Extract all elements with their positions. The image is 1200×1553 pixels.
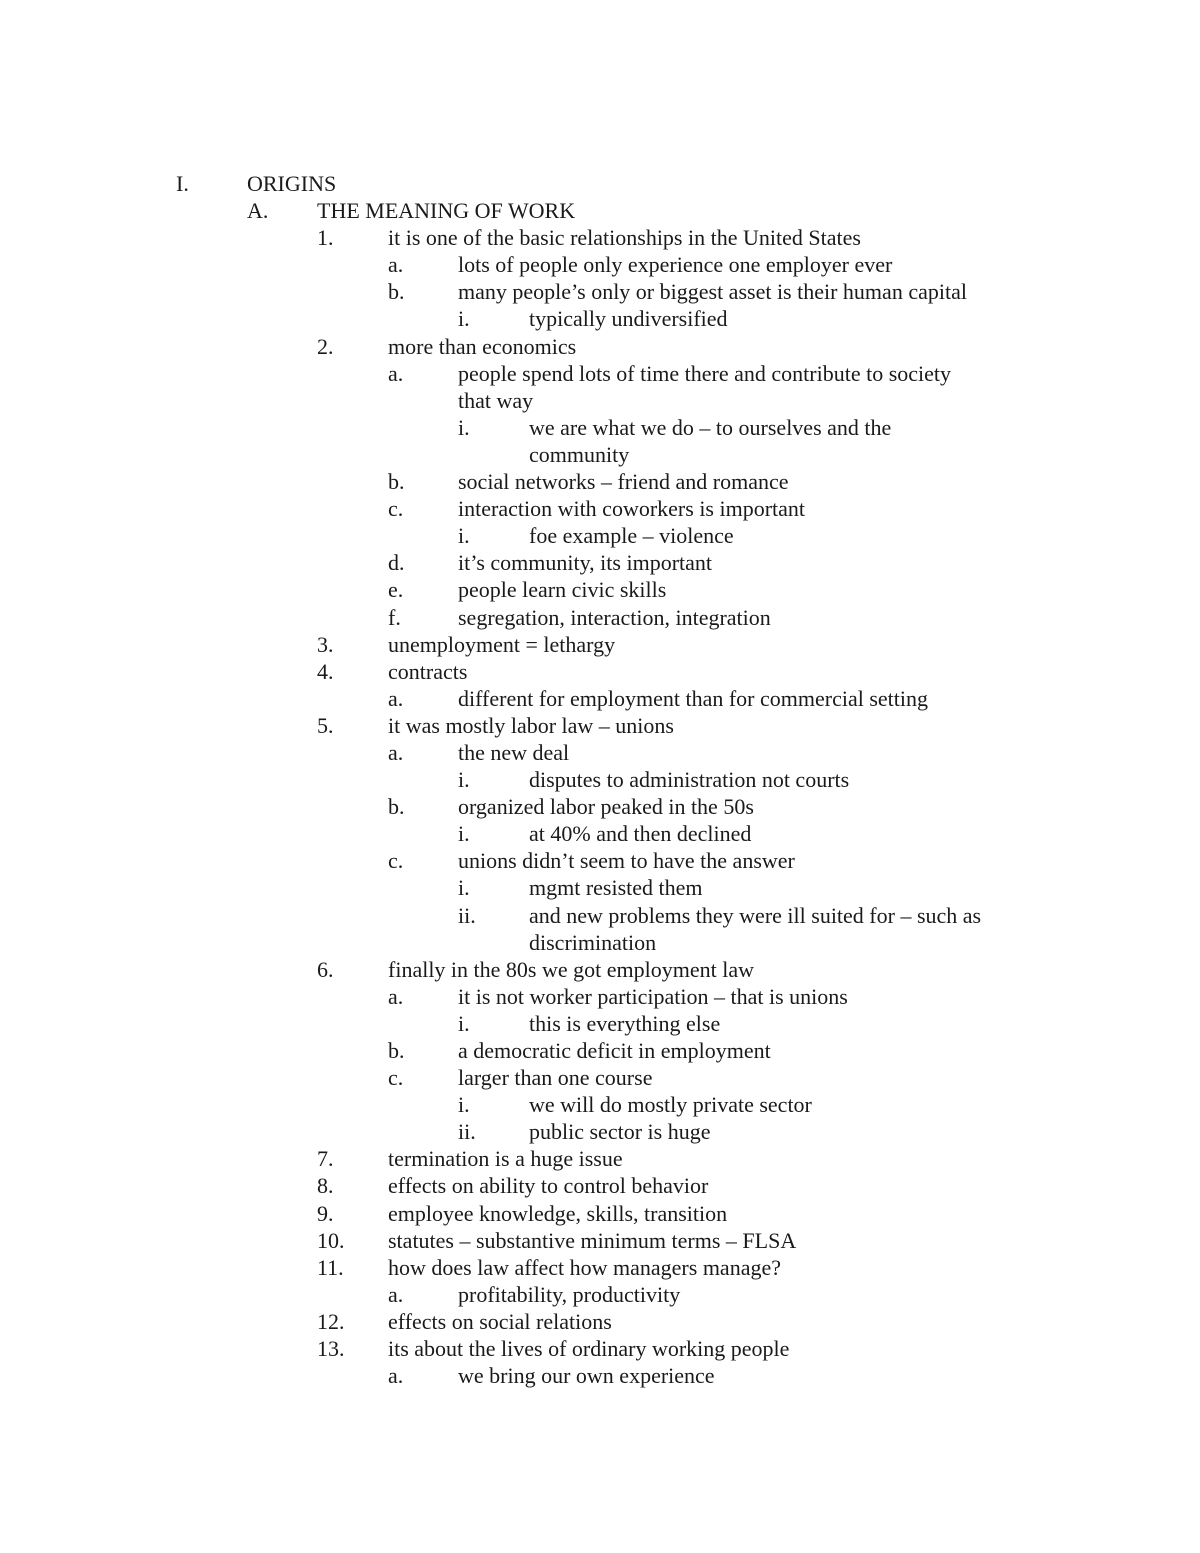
outline-text: effects on ability to control behavior [388,1173,709,1199]
outline-line [0,549,1200,576]
outline-marker: c. [388,1065,404,1091]
outline-marker: i. [458,1092,470,1118]
outline-marker: ii. [458,902,476,928]
outline-marker: e. [388,577,404,603]
outline-marker: 5. [317,712,334,738]
outline-marker: a. [388,739,404,765]
outline-line [0,1281,1200,1308]
outline-marker: a. [388,1281,404,1307]
outline-line [0,1200,1200,1227]
outline-line [0,251,1200,278]
outline-text: mgmt resisted them [529,875,703,901]
outline-line [0,197,1200,224]
outline-text: unions didn’t seem to have the answer [458,848,795,874]
outline-text: discrimination [529,929,657,955]
outline-line [0,1064,1200,1091]
outline-text: statutes – substantive minimum terms – FLSA [388,1227,797,1253]
outline-marker: A. [247,198,269,224]
outline-text: employee knowledge, skills, transition [388,1200,728,1226]
outline-line [0,441,1200,468]
outline-line [0,1010,1200,1037]
outline-line [0,1091,1200,1118]
outline-text: we bring our own experience [458,1363,715,1389]
outline-marker: 2. [317,333,334,359]
outline-marker: b. [388,1038,405,1063]
outline-marker: I. [176,171,189,196]
outline-text: public sector is huge [529,1119,711,1145]
outline-marker: a. [388,1363,404,1389]
outline-marker: 9. [317,1200,334,1226]
outline-marker: a. [388,360,404,386]
outline-marker: 11. [317,1254,344,1280]
outline-marker: b. [388,794,405,820]
outline-text: lots of people only experience one employer ever [458,252,893,278]
outline-text: this is everything else [529,1010,721,1036]
outline-marker: a. [388,983,404,1009]
outline-line [0,604,1200,631]
outline-line [0,1037,1200,1064]
outline-marker: 13. [317,1336,345,1362]
outline-text: different for employment than for commercial setting [458,685,928,711]
outline-marker: b. [388,279,405,305]
outline-line [0,1227,1200,1254]
outline-line [0,278,1200,305]
outline-text: interaction with coworkers is important [458,496,806,522]
outline-marker: i. [458,414,470,440]
outline-text: how does law affect how managers manage? [388,1254,781,1280]
outline-line [0,1172,1200,1199]
outline-text: finally in the 80s we got employment law [388,956,754,982]
outline-line [0,576,1200,603]
outline-line [0,1308,1200,1335]
outline-line [0,414,1200,441]
outline-text: organized labor peaked in the 50s [458,794,754,820]
outline-text: more than economics [388,333,577,359]
outline-marker: 3. [317,631,334,657]
outline-text: foe example – violence [529,523,734,549]
outline-text: people learn civic skills [458,577,667,603]
outline-marker: 6. [317,956,334,982]
outline-text: community [529,441,630,467]
outline-line [0,170,1200,197]
outline-text: a democratic deficit in employment [458,1038,771,1063]
outline-line [0,631,1200,658]
outline-text: larger than one course [458,1065,653,1091]
outline-text: many people’s only or biggest asset is their human capital [458,279,967,305]
outline-text: it is not worker participation – that is unions [458,983,848,1009]
outline-line [0,847,1200,874]
outline-line [0,929,1200,956]
outline-marker: c. [388,496,404,522]
outline-marker: b. [388,469,405,495]
outline-line [0,902,1200,929]
outline-marker: 10. [317,1227,345,1253]
outline-line [0,1145,1200,1172]
outline-line [0,1254,1200,1281]
outline-text: it was mostly labor law – unions [388,712,674,738]
outline-line [0,766,1200,793]
outline-text: typically undiversified [529,306,728,332]
outline-text: profitability, productivity [458,1281,681,1307]
outline-marker: ii. [458,1119,476,1145]
outline-text: that way [458,387,534,413]
outline-line [0,468,1200,495]
outline-text: and new problems they were ill suited for – such as [529,902,982,928]
outline-text: effects on social relations [388,1308,612,1334]
outline-marker: 8. [317,1173,334,1199]
outline-line [0,983,1200,1010]
outline-line [0,360,1200,387]
outline-text: segregation, interaction, integration [458,604,771,630]
outline-marker: d. [388,550,405,576]
outline-line [0,1362,1200,1389]
outline-line [0,712,1200,739]
outline-marker: i. [458,875,470,901]
outline-marker: c. [388,848,404,874]
outline-text: ORIGINS [247,171,337,196]
outline-text: the new deal [458,739,570,765]
outline-marker: a. [388,685,404,711]
outline-text: termination is a huge issue [388,1146,623,1172]
outline-line [0,685,1200,712]
outline-line [0,793,1200,820]
outline-line [0,956,1200,983]
outline-marker: i. [458,523,470,549]
outline-line [0,224,1200,251]
outline-marker: a. [388,252,404,278]
outline-line [0,739,1200,766]
outline-marker: i. [458,1010,470,1036]
outline-line [0,522,1200,549]
outline-line [0,1118,1200,1145]
outline-text: its about the lives of ordinary working people [388,1336,790,1362]
outline-text: people spend lots of time there and contribute to society [458,360,952,386]
outline-text: we are what we do – to ourselves and the [529,414,892,440]
outline-line [0,820,1200,847]
outline-line [0,305,1200,332]
outline-marker: 1. [317,225,334,251]
outline-marker: i. [458,306,470,332]
outline-text: at 40% and then declined [529,821,752,847]
outline-text: THE MEANING OF WORK [317,198,576,224]
outline-line [0,387,1200,414]
outline-text: unemployment = lethargy [388,631,616,657]
outline-marker: 12. [317,1308,345,1334]
outline-text: social networks – friend and romance [458,469,789,495]
outline-text: it is one of the basic relationships in the United States [388,225,861,251]
outline-marker: f. [388,604,401,630]
outline-marker: i. [458,767,470,793]
outline-line [0,658,1200,685]
outline-list [0,170,1200,1389]
outline-line [0,1335,1200,1362]
outline-marker: i. [458,821,470,847]
outline-text: contracts [388,658,468,684]
outline-line [0,333,1200,360]
outline-marker: 7. [317,1146,334,1172]
outline-text: disputes to administration not courts [529,767,850,793]
outline-text: it’s community, its important [458,550,713,576]
outline-line [0,874,1200,901]
outline-text: we will do mostly private sector [529,1092,812,1118]
outline-marker: 4. [317,658,334,684]
outline-line [0,495,1200,522]
